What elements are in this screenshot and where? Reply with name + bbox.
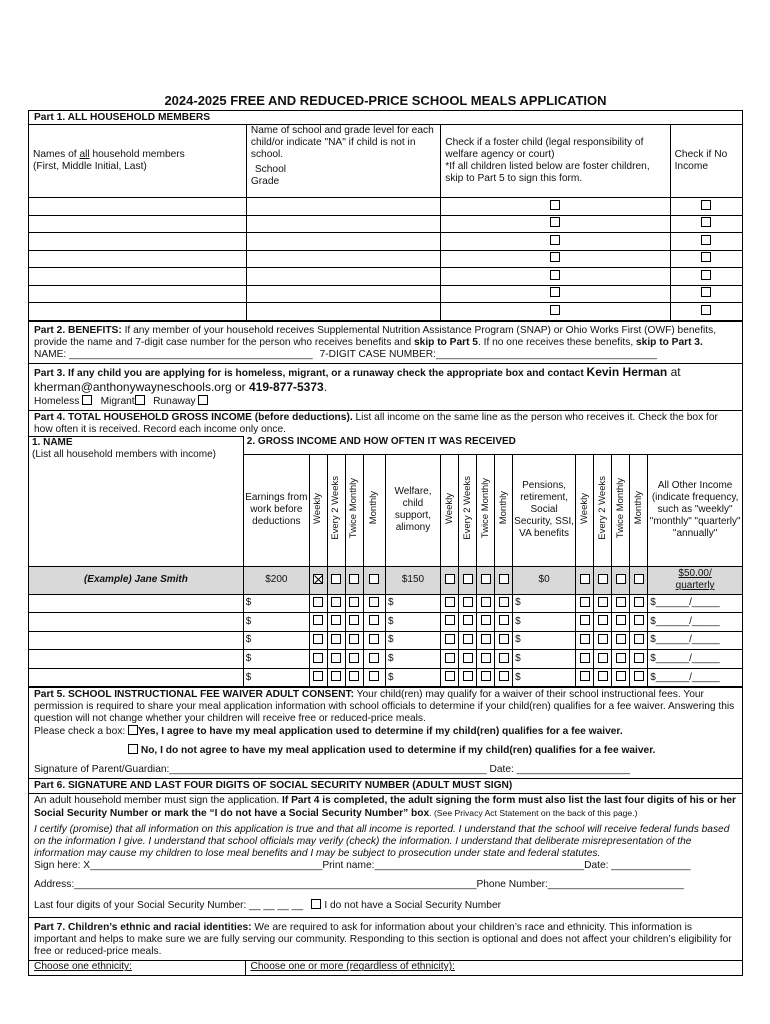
no-income-checkbox[interactable] <box>701 217 711 227</box>
frequency-checkbox[interactable] <box>445 653 455 663</box>
part3-section: Part 3. If any child you are applying for is homeless, migrant, or a runaway check the appropriate box and contact Kevin Herman at kherman@anthonywayneschools.org or 419-877-5373. Homeless Migrant Runaway <box>28 363 743 410</box>
frequency-checkbox[interactable] <box>481 653 491 663</box>
part2-section: Part 2. BENEFITS: If any member of your household receives Supplemental Nutrition Assistance Program (SNAP) or Ohio Works First (OWF) benefits, provide the name and 7-digit case number for the person who receives benefits and skip to Part 5. If no one receives these benefits, skip to Part 3. NAME: ___________________________________________ 7-DIGIT CASE NUMBER:_______________________________________ <box>28 321 743 363</box>
frequency-checkbox[interactable] <box>369 671 379 681</box>
foster-checkbox[interactable] <box>550 252 560 262</box>
names-header: Names of all household members (First, Middle Initial, Last) <box>29 125 246 198</box>
frequency-checkbox[interactable] <box>499 653 509 663</box>
frequency-checkbox[interactable] <box>369 653 379 663</box>
school-grade-field[interactable] <box>246 198 440 216</box>
foster-checkbox[interactable] <box>550 235 560 245</box>
certification-text: I certify (promise) that all information on this application is true and that all income is reported. I understand that the school will receive federal funds based on the information I give. I understand that school officials may verify (check) the information. I understand that deliberate misrepresentation of the information may cause my children to lose meal benefits and I may be subject to prosecution under state and federal statutes. <box>34 824 730 860</box>
contact-phone: 419-877-5373 <box>248 379 324 394</box>
homeless-checkbox[interactable] <box>82 395 92 405</box>
income-header: 2. GROSS INCOME AND HOW OFTEN IT WAS RECEIVED <box>243 436 742 454</box>
frequency-checkbox[interactable] <box>481 634 491 644</box>
frequency-checkbox[interactable] <box>349 671 359 681</box>
frequency-checkbox[interactable] <box>616 634 626 644</box>
member-name-field[interactable] <box>29 198 246 216</box>
frequency-checkbox[interactable] <box>580 597 590 607</box>
foster-header: Check if a foster child (legal responsibility of welfare agency or court) *If all children listed below are foster children, skip to Part 5 to sign this form. <box>441 125 670 198</box>
frequency-checkbox[interactable] <box>481 615 491 625</box>
other-income-header: All Other Income (indicate frequency, such as "weekly" "monthly" "quarterly" "annually" <box>648 454 742 566</box>
table-row <box>29 215 742 233</box>
part7-heading: Part 7. Children’s ethnic and racial identities: <box>34 922 252 934</box>
frequency-checkbox[interactable] <box>580 653 590 663</box>
part5-heading: Part 5. SCHOOL INSTRUCTIONAL FEE WAIVER ADULT CONSENT: <box>34 689 354 701</box>
case-number-field[interactable]: 7-DIGIT CASE NUMBER:_______________________________________ <box>319 348 657 360</box>
contact-email: kherman@anthonywayneschools.org <box>34 379 232 394</box>
frequency-checkbox[interactable] <box>331 597 341 607</box>
part7-section: Part 7. Children’s ethnic and racial identities: We are required to ask for information about your children’s race and ethnicity. This information is important and helps to make sure we are fully serving our community. Responding to this section is optional and does not affect your children’s eligibility for free or reduced-price meals. Choose one ethnicity: Choose one or more (regardless of ethnicity): <box>28 917 743 976</box>
frequency-checkbox[interactable] <box>313 653 323 663</box>
table-row <box>29 198 742 216</box>
frequency-checkbox[interactable] <box>331 634 341 644</box>
fee-waiver-yes-checkbox[interactable] <box>128 725 138 735</box>
no-income-checkbox[interactable] <box>701 235 711 245</box>
part6-heading: Part 6. SIGNATURE AND LAST FOUR DIGITS OF SOCIAL SECURITY NUMBER (ADULT MUST SIGN) <box>34 780 513 792</box>
frequency-checkbox[interactable] <box>369 615 379 625</box>
frequency-checkbox[interactable] <box>499 634 509 644</box>
frequency-checkbox[interactable] <box>598 597 608 607</box>
frequency-checkbox[interactable] <box>481 597 491 607</box>
income-amount-field[interactable]: $ <box>385 594 440 613</box>
table-row <box>29 650 742 669</box>
table-row <box>29 285 742 303</box>
no-income-checkbox[interactable] <box>701 200 711 210</box>
income-amount-field[interactable]: $ <box>243 594 309 613</box>
foster-checkbox[interactable] <box>550 305 560 315</box>
frequency-checkbox[interactable] <box>616 671 626 681</box>
member-name-field[interactable] <box>29 233 246 251</box>
table-row <box>29 233 742 251</box>
foster-checkbox[interactable] <box>550 200 560 210</box>
part1-heading: Part 1. ALL HOUSEHOLD MEMBERS <box>34 112 211 123</box>
income-amount-field[interactable]: $ <box>513 650 576 669</box>
fee-waiver-no-checkbox[interactable] <box>128 744 138 754</box>
earnings-header: Earnings from work before deductions <box>243 454 309 566</box>
table-row <box>29 631 742 650</box>
frequency-checkbox[interactable] <box>463 634 473 644</box>
frequency-checkbox[interactable] <box>369 634 379 644</box>
application-form <box>28 93 743 976</box>
no-income-checkbox[interactable] <box>701 252 711 262</box>
other-income-field[interactable]: $______/_____ <box>648 668 742 687</box>
frequency-checkbox[interactable] <box>499 615 509 625</box>
part4-section: Part 4. TOTAL HOUSEHOLD GROSS INCOME (before deductions). List all income on the same line as the person who receives it. Check the box for how often it is received. Record each income only once. 1. NAME (List all household members with income) 2. GROSS INCOME AND HOW OFTEN IT WAS RECEIVED Earnings from work before deductions Weekly Every 2 Weeks Twice Monthly Monthly Welfare, child support, alimony Weekly Every 2 Weeks Twice Monthly Monthly Pensions, retirement, Social Security, SSI, VA benefits Weekly Every 2 Weeks Twice Monthly Monthly All Other Income (indicate frequency, such as "weekly" "monthly" "quarterly" "annually" (Example) Jane Smith $200 $150 $0 $50.00/ quarterly $ $ $ $______/_____ $ $ $ $______/_____ $ $ $ $______/_____ $ $ $ $______/_____ $ $ $ $______/_____ <box>28 410 743 688</box>
member-name-field[interactable] <box>29 250 246 268</box>
frequency-checkbox[interactable] <box>349 597 359 607</box>
frequency-checkbox[interactable] <box>313 615 323 625</box>
runaway-checkbox[interactable] <box>198 395 208 405</box>
frequency-checkbox[interactable] <box>445 634 455 644</box>
frequency-checkbox[interactable] <box>313 597 323 607</box>
income-member-name-field[interactable] <box>29 650 243 669</box>
frequency-checkbox[interactable] <box>598 671 608 681</box>
school-grade-field[interactable] <box>246 285 440 303</box>
member-name-field[interactable] <box>29 303 246 321</box>
income-amount-field[interactable]: $ <box>513 668 576 687</box>
frequency-checkbox[interactable] <box>499 671 509 681</box>
foster-checkbox[interactable] <box>550 270 560 280</box>
frequency-checkbox[interactable] <box>349 634 359 644</box>
frequency-checkbox[interactable] <box>598 615 608 625</box>
other-income-field[interactable]: $______/_____ <box>648 650 742 669</box>
frequency-checkbox[interactable] <box>634 615 644 625</box>
income-amount-field[interactable]: $ <box>243 668 309 687</box>
frequency-checkbox[interactable] <box>445 597 455 607</box>
table-row <box>29 268 742 286</box>
no-ssn-checkbox[interactable] <box>311 899 321 909</box>
example-row: (Example) Jane Smith $200 $150 $0 $50.00/ quarterly <box>29 566 742 594</box>
table-row <box>29 668 742 687</box>
contact-name: Kevin Herman <box>586 364 668 379</box>
school-grade-field[interactable] <box>246 215 440 233</box>
frequency-checkbox[interactable] <box>331 671 341 681</box>
part5-section: Part 5. SCHOOL INSTRUCTIONAL FEE WAIVER ADULT CONSENT: Your child(ren) may qualify for a waiver of their school instructional fees. Your permission is required to share your meal application information with school officials to determine if your child(ren) qualifies for a fee waiver. Answering this question will not change whether your children will receive free or reduced-price meals. Please check a box: Yes, I agree to have my meal application used to determine if my child(ren) qualifies for a fee waiver. No, I do not agree to have my meal application used to determine if my child(ren) qualifies for a fee waiver. Signature of Parent/Guardian:________________________________________________________ Date: ____________________ <box>28 687 743 778</box>
example-weekly-checkbox <box>313 574 323 584</box>
income-amount-field[interactable]: $ <box>385 613 440 632</box>
frequency-checkbox[interactable] <box>598 653 608 663</box>
income-amount-field[interactable]: $ <box>513 613 576 632</box>
frequency-checkbox[interactable] <box>634 671 644 681</box>
frequency-checkbox[interactable] <box>331 615 341 625</box>
other-income-field[interactable]: $______/_____ <box>648 631 742 650</box>
foster-checkbox[interactable] <box>550 287 560 297</box>
frequency-checkbox[interactable] <box>349 615 359 625</box>
school-grade-header: Name of school and grade level for each child/or indicate "NA" if child is not in school. School Grade <box>246 125 440 198</box>
form-title: 2024-2025 FREE AND REDUCED-PRICE SCHOOL MEALS APPLICATION <box>164 93 607 108</box>
part1-section <box>28 110 743 321</box>
frequency-checkbox[interactable] <box>349 653 359 663</box>
income-name-header: 1. NAME (List all household members with income) <box>29 436 243 566</box>
member-name-field[interactable] <box>29 285 246 303</box>
frequency-checkbox[interactable] <box>499 597 509 607</box>
address-phone-line[interactable]: Address:_______________________________________________________________________Phone Number:________________________ <box>34 879 684 891</box>
table-row <box>29 594 742 613</box>
member-name-field[interactable] <box>29 215 246 233</box>
frequency-checkbox[interactable] <box>634 634 644 644</box>
school-grade-field[interactable] <box>246 268 440 286</box>
income-amount-field[interactable]: $ <box>513 594 576 613</box>
frequency-checkbox[interactable] <box>445 671 455 681</box>
income-amount-field[interactable]: $ <box>513 631 576 650</box>
income-amount-field[interactable]: $ <box>385 631 440 650</box>
no-income-checkbox[interactable] <box>701 287 711 297</box>
school-grade-field[interactable] <box>246 250 440 268</box>
frequency-checkbox[interactable] <box>580 634 590 644</box>
welfare-header: Welfare, child support, alimony <box>385 454 440 566</box>
frequency-checkbox[interactable] <box>331 653 341 663</box>
table-row <box>29 250 742 268</box>
part6-section: Part 6. SIGNATURE AND LAST FOUR DIGITS OF SOCIAL SECURITY NUMBER (ADULT MUST SIGN) An adult household member must sign the application. If Part 4 is completed, the adult signing the form must also list the last four digits of his or her Social Security Number or mark the “I do not have a Social Security Number” box. (See Privacy Act Statement on the back of this page.) I certify (promise) that all information on this application is true and that all income is reported. I understand that the school will receive federal funds based on the information I give. I understand that school officials may verify (check) the information. I understand that deliberate misrepresentation of the information may cause my children to lose meal benefits and I may be subject to prosecution under state and federal statutes. Sign here: X_________________________________________Print name:_____________________________________Date: ______________ Address:_______________________________________________________________________Phone Number:________________________ Last four digits of your Social Security Number: __ __ __ __ I do not have a Social Security Number <box>28 778 743 917</box>
member-name-field[interactable] <box>29 268 246 286</box>
income-member-name-field[interactable] <box>29 613 243 632</box>
example-name: (Example) Jane Smith <box>29 566 243 594</box>
frequency-checkbox[interactable] <box>313 634 323 644</box>
income-amount-field[interactable]: $ <box>385 650 440 669</box>
foster-checkbox[interactable] <box>550 217 560 227</box>
household-members-table <box>29 124 742 321</box>
no-income-checkbox[interactable] <box>701 305 711 315</box>
frequency-checkbox[interactable] <box>445 615 455 625</box>
school-grade-field[interactable] <box>246 303 440 321</box>
no-income-header: Check if No Income <box>670 125 742 198</box>
frequency-checkbox[interactable] <box>616 615 626 625</box>
frequency-checkbox[interactable] <box>463 615 473 625</box>
frequency-checkbox[interactable] <box>580 671 590 681</box>
frequency-checkbox[interactable] <box>634 653 644 663</box>
other-income-field[interactable]: $______/_____ <box>648 613 742 632</box>
frequency-checkbox[interactable] <box>598 634 608 644</box>
ssn-field[interactable]: Last four digits of your Social Security Number: __ __ __ __ <box>34 900 303 912</box>
income-amount-field[interactable]: $ <box>243 650 309 669</box>
part3-heading: Part 3. <box>34 367 66 379</box>
frequency-checkbox[interactable] <box>463 597 473 607</box>
frequency-checkbox[interactable] <box>463 653 473 663</box>
table-row <box>29 613 742 632</box>
frequency-checkbox[interactable] <box>616 653 626 663</box>
frequency-checkbox[interactable] <box>463 671 473 681</box>
income-amount-field[interactable]: $ <box>243 613 309 632</box>
income-member-name-field[interactable] <box>29 594 243 613</box>
ethnicity-label: Choose one ethnicity: <box>29 961 245 975</box>
school-grade-field[interactable] <box>246 233 440 251</box>
frequency-checkbox[interactable] <box>481 671 491 681</box>
frequency-checkbox[interactable] <box>313 671 323 681</box>
frequency-checkbox[interactable] <box>616 597 626 607</box>
part2-heading: Part 2. BENEFITS: <box>34 324 122 336</box>
income-amount-field[interactable]: $ <box>385 668 440 687</box>
other-income-field[interactable]: $______/_____ <box>648 594 742 613</box>
parent-signature-line[interactable]: Signature of Parent/Guardian:________________________________________________________ Date: ____________________ <box>34 764 630 776</box>
no-income-checkbox[interactable] <box>701 270 711 280</box>
sign-print-date-line[interactable]: Sign here: X_________________________________________Print name:_____________________________________Date: ______________ <box>34 860 691 872</box>
income-table: 1. NAME (List all household members with income) 2. GROSS INCOME AND HOW OFTEN IT WAS RECEIVED Earnings from work before deductions Weekly Every 2 Weeks Twice Monthly Monthly Welfare, child support, alimony Weekly Every 2 Weeks Twice Monthly Monthly Pensions, retirement, Social Security, SSI, VA benefits Weekly Every 2 Weeks Twice Monthly Monthly All Other Income (indicate frequency, such as "weekly" "monthly" "quarterly" "annually" (Example) Jane Smith $200 $150 $0 $50.00/ quarterly $ $ $ $______/_____ $ $ $ $______/_____ $ $ $ $______/_____ $ $ $ $______/_____ $ $ $ $______/_____ <box>29 436 742 688</box>
benefits-name-field[interactable]: NAME: ___________________________________________ <box>34 348 313 360</box>
frequency-checkbox[interactable] <box>580 615 590 625</box>
migrant-checkbox[interactable] <box>135 395 145 405</box>
frequency-checkbox[interactable] <box>634 597 644 607</box>
table-row <box>29 303 742 321</box>
income-amount-field[interactable]: $ <box>243 631 309 650</box>
pensions-header: Pensions, retirement, Social Security, SSI, VA benefits <box>513 454 576 566</box>
income-member-name-field[interactable] <box>29 668 243 687</box>
part4-heading: Part 4. TOTAL HOUSEHOLD GROSS INCOME (before deductions). <box>34 411 353 423</box>
frequency-checkbox[interactable] <box>369 597 379 607</box>
race-label: Choose one or more (regardless of ethnicity): <box>245 961 742 975</box>
income-member-name-field[interactable] <box>29 631 243 650</box>
